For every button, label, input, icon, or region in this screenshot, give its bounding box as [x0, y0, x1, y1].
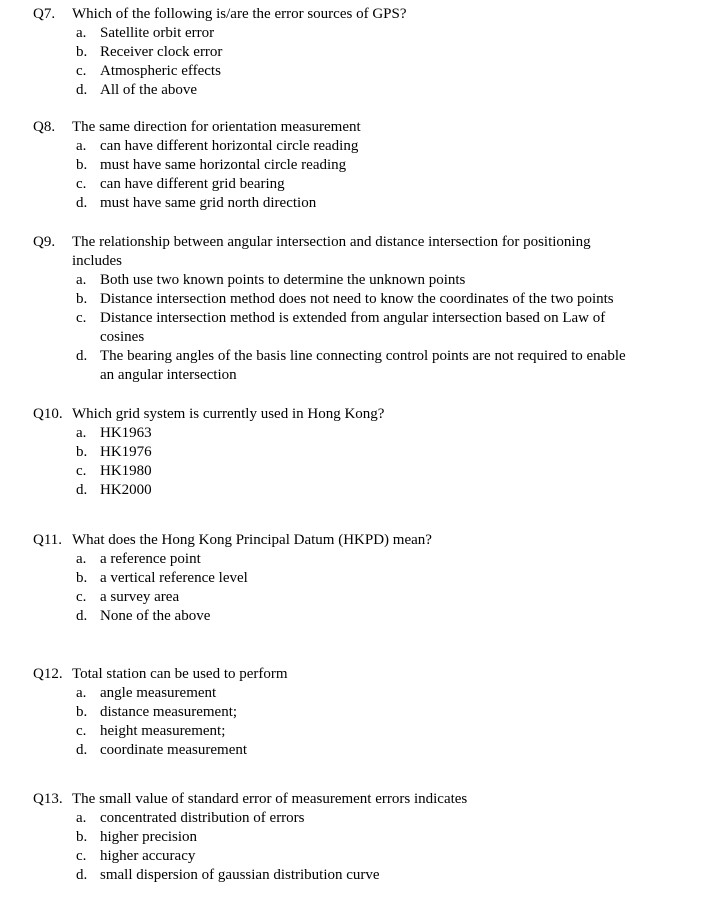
option-text: a survey area	[100, 589, 180, 605]
option-text: can have different grid bearing	[100, 176, 285, 192]
option-letter: a.	[76, 272, 87, 288]
option-text: higher accuracy	[100, 848, 196, 864]
question-text: The same direction for orientation measurement	[72, 119, 361, 135]
option-letter: c.	[76, 463, 87, 479]
option-text: a vertical reference level	[100, 570, 248, 586]
question-text: Which grid system is currently used in Hong Kong?	[72, 406, 385, 422]
option-text: concentrated distribution of errors	[100, 810, 305, 826]
option-text: HK1980	[100, 463, 152, 479]
question-number: Q11.	[33, 532, 63, 548]
option-text-continued: cosines	[100, 329, 145, 345]
option-letter: b.	[76, 44, 88, 60]
option-letter: b.	[76, 157, 88, 173]
question-number: Q9.	[33, 234, 56, 250]
option-text: must have same horizontal circle reading	[100, 157, 347, 173]
question-text: What does the Hong Kong Principal Datum (HKPD) mean?	[72, 532, 432, 548]
option-letter: b.	[76, 829, 88, 845]
question-text: Total station can be used to perform	[72, 666, 288, 682]
question-number: Q12.	[33, 666, 63, 682]
option-letter: d.	[76, 348, 88, 364]
option-text-continued: an angular intersection	[100, 367, 237, 383]
option-text: angle measurement	[100, 685, 217, 701]
question-text: The small value of standard error of measurement errors indicates	[72, 791, 468, 807]
question-number: Q8.	[33, 119, 56, 135]
option-letter: c.	[76, 589, 87, 605]
question-text-continued: includes	[72, 253, 122, 269]
option-letter: d.	[76, 82, 88, 98]
option-letter: c.	[76, 310, 87, 326]
option-text: must have same grid north direction	[100, 195, 317, 211]
option-text: small dispersion of gaussian distribution curve	[100, 867, 380, 883]
option-letter: c.	[76, 723, 87, 739]
option-text: distance measurement;	[100, 704, 238, 720]
option-text: None of the above	[100, 608, 211, 624]
option-letter: d.	[76, 608, 88, 624]
question-number: Q7.	[33, 6, 56, 22]
option-text: HK1963	[100, 425, 152, 441]
option-text: HK2000	[100, 482, 152, 498]
question-number: Q10.	[33, 406, 63, 422]
option-letter: c.	[76, 848, 87, 864]
option-letter: b.	[76, 291, 88, 307]
option-text: higher precision	[100, 829, 198, 845]
option-letter: a.	[76, 425, 87, 441]
option-text: a reference point	[100, 551, 201, 567]
option-letter: c.	[76, 63, 87, 79]
option-letter: a.	[76, 551, 87, 567]
option-letter: d.	[76, 195, 88, 211]
question-text: Which of the following is/are the error sources of GPS?	[72, 6, 407, 22]
option-letter: a.	[76, 138, 87, 154]
question-number: Q13.	[33, 791, 63, 807]
option-text: Distance intersection method does not need to know the coordinates of the two points	[100, 291, 614, 307]
option-text: height measurement;	[100, 723, 226, 739]
option-letter: a.	[76, 25, 87, 41]
option-letter: a.	[76, 685, 87, 701]
option-letter: b.	[76, 570, 88, 586]
option-text: can have different horizontal circle reading	[100, 138, 359, 154]
option-letter: a.	[76, 810, 87, 826]
option-text: coordinate measurement	[100, 742, 248, 758]
question-text: The relationship between angular intersection and distance intersection for positioning	[72, 234, 591, 250]
option-letter: d.	[76, 742, 88, 758]
option-letter: c.	[76, 176, 87, 192]
option-letter: b.	[76, 444, 88, 460]
option-text: Distance intersection method is extended from angular intersection based on Law of	[100, 310, 606, 326]
option-text: The bearing angles of the basis line connecting control points are not required to enable	[100, 348, 626, 364]
option-text: HK1976	[100, 444, 152, 460]
option-text: Satellite orbit error	[100, 25, 215, 41]
option-letter: d.	[76, 867, 88, 883]
option-text: Receiver clock error	[100, 44, 223, 60]
option-text: Both use two known points to determine the unknown points	[100, 272, 466, 288]
option-text: All of the above	[100, 82, 198, 98]
option-letter: d.	[76, 482, 88, 498]
option-letter: b.	[76, 704, 88, 720]
option-text: Atmospheric effects	[100, 63, 221, 79]
